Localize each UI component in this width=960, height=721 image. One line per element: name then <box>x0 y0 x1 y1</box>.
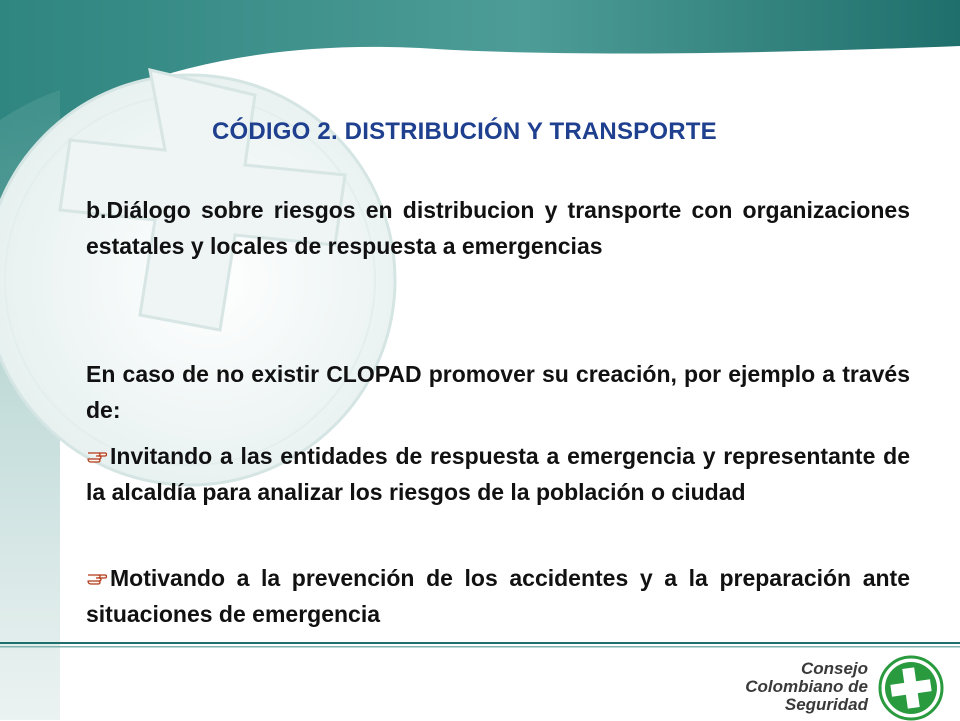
bullet-item-motivating <box>86 560 910 632</box>
bullet-text: Motivando a la prevención de los accidentes y a la preparación ante situaciones de emergencia <box>86 565 910 627</box>
organization-name: Consejo Colombiano de Seguridad <box>745 659 868 714</box>
pointing-hand-icon <box>86 566 108 588</box>
paragraph-dialogue: b.Diálogo sobre riesgos en distribucion y transporte con organizaciones estatales y locales de respuesta a emergencias <box>86 197 910 259</box>
bullet-text: Invitando a las entidades de respuesta a emergencia y representante de la alcaldía para analizar los riesgos de la población o ciudad <box>86 443 910 505</box>
pointing-hand-icon <box>86 444 108 466</box>
footer-divider <box>0 642 960 650</box>
paragraph-clopad: En caso de no existir CLOPAD promover su creación, por ejemplo a través de: <box>86 361 910 423</box>
green-cross-logo-icon <box>878 655 944 721</box>
bullet-item-inviting <box>86 438 910 510</box>
slide-title: CÓDIGO 2. DISTRIBUCIÓN Y TRANSPORTE <box>212 118 717 145</box>
